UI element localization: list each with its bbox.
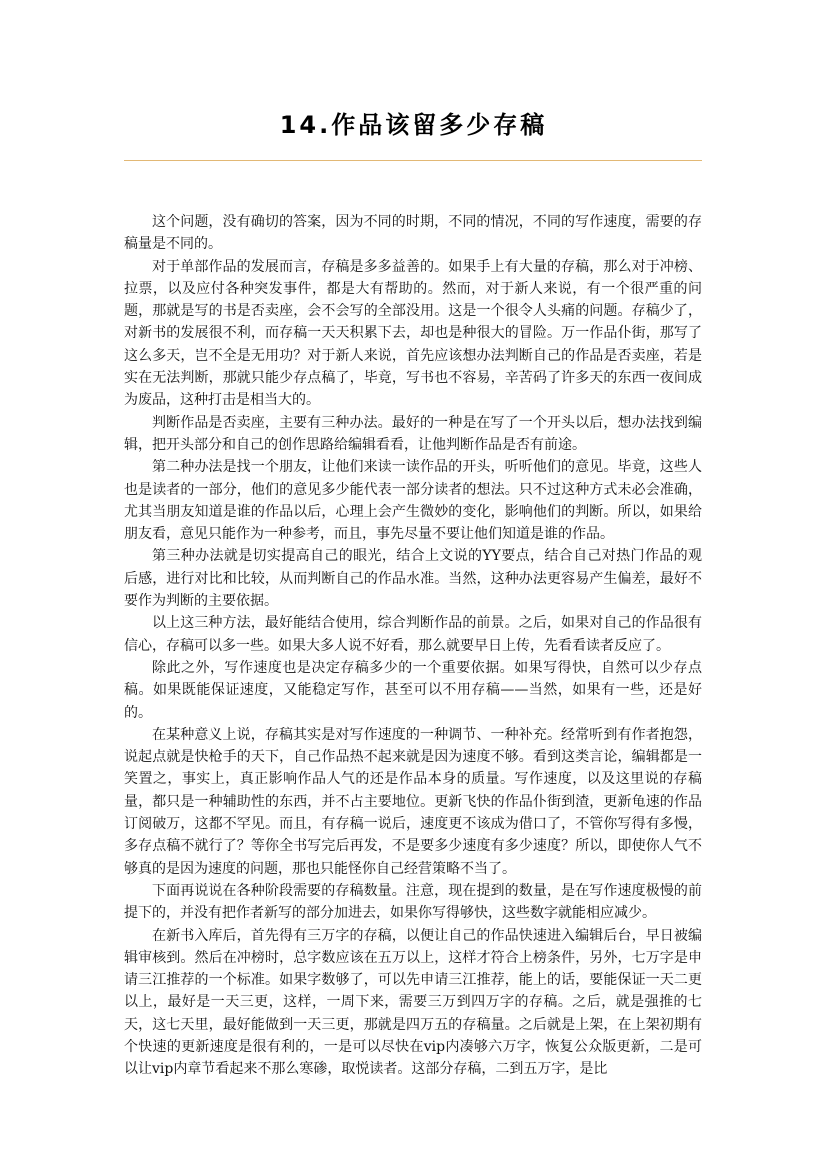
paragraph-5: 第三种办法就是切实提高自己的眼光，结合上文说的YY要点，结合自己对热门作品的观后感，进行对比和比较，从而判断自己的作品水准。当然，这种办法更容易产生偏差，最好不要作为判断的主要依据。	[124, 548, 702, 610]
paragraph-10: 在新书入库后，首先得有三万字的存稿，以便让自己的作品快速进入编辑后台，早日被编辑审核到。然后在冲榜时，总字数应该在五万以上，这样才符合上榜条件，另外，七万字是申请三江推荐的一个标准。如果字数够了，可以先申请三江推荐，能上的话，要能保证一天二更以上，最好是一天三更，这样，一周下来，需要三万到四万字的存稿。之后，就是强推的七天，这七天里，最好能做到一天三更，那就是四万五的存稿量。之后就是上架，在上架初期有个快速的更新速度是很有利的，一是可以尽快在vip内凑够六万字，恢复公众版更新，二是可以让vip内章节看起来不那么寒碜，取悦读者。这部分存稿，二到五万字，是比	[124, 927, 702, 1078]
paragraph-2: 对于单部作品的发展而言，存稿是多多益善的。如果手上有大量的存稿，那么对于冲榜、拉票，以及应付各种突发事件，都是大有帮助的。然而，对于新人来说，有一个很严重的问题，那就是写的书是否卖座，会不会写的全部没用。这是一个很令人头痛的问题。存稿少了，对新书的发展很不利，而存稿一天天积累下去，却也是种很大的冒险。万一作品仆街，那写了这么多天，岂不全是无用功？对于新人来说，首先应该想办法判断自己的作品是否卖座，若是实在无法判断，那就只能少存点稿了，毕竟，写书也不容易，辛苦码了许多天的东西一夜间成为废品，这种打击是相当大的。	[124, 258, 702, 409]
paragraph-1: 这个问题，没有确切的答案，因为不同的时期，不同的情况，不同的写作速度，需要的存稿量是不同的。	[124, 214, 702, 253]
paragraph-9: 下面再说说在各种阶段需要的存稿数量。注意，现在提到的数量，是在写作速度极慢的前提下的，并没有把作者新写的部分加进去，如果你写得够快，这些数字就能相应减少。	[124, 882, 702, 922]
paragraph-7: 除此之外，写作速度也是决定存稿多少的一个重要依据。如果写得快，自然可以少存点稿。如果既能保证速度，又能稳定写作，甚至可以不用存稿——当然，如果有一些，还是好的。	[124, 659, 702, 721]
page-title: 14.作品该留多少存稿	[279, 111, 548, 139]
paragraph-6: 以上这三种方法，最好能结合使用，综合判断作品的前景。之后，如果对自己的作品很有信心，存稿可以多一些。如果大多人说不好看，那么就要早日上传，先看看读者反应了。	[124, 615, 702, 654]
paragraph-8: 在某种意义上说，存稿其实是对写作速度的一种调节、一种补充。经常听到有作者抱怨，说起点就是快枪手的天下，自己作品热不起来就是因为速度不够。看到这类言论，编辑都是一笑置之，事实上，真正影响作品人气的还是作品本身的质量。写作速度，以及这里说的存稿量，都只是一种辅助性的东西，并不占主要地位。更新飞快的作品仆街到渣，更新龟速的作品订阅破万，这都不罕见。而且，有存稿一说后，速度更不该成为借口了，不管你写得有多慢，多存点稿不就行了？等你全书写完后再发，不是要多少速度有多少速度？所以，即使你人气不够真的是因为速度的问题，那也只能怪你自己经营策略不当了。	[124, 726, 702, 877]
paragraph-3: 判断作品是否卖座，主要有三种办法。最好的一种是在写了一个开头以后，想办法找到编辑，把开头部分和自己的创作思路给编辑看看，让他判断作品是否有前途。	[124, 414, 702, 453]
document-body	[124, 211, 702, 1081]
title-divider	[124, 160, 702, 161]
paragraph-4: 第二种办法是找一个朋友，让他们来读一读作品的开头，听听他们的意见。毕竟，这些人也是读者的一部分，他们的意见多少能代表一部分读者的想法。只不过这种方式未必会准确，尤其当朋友知道是谁的作品以后，心理上会产生微妙的变化，影响他们的判断。所以，如果给朋友看，意见只能作为一种参考，而且，事先尽量不要让他们知道是谁的作品。	[124, 459, 702, 543]
